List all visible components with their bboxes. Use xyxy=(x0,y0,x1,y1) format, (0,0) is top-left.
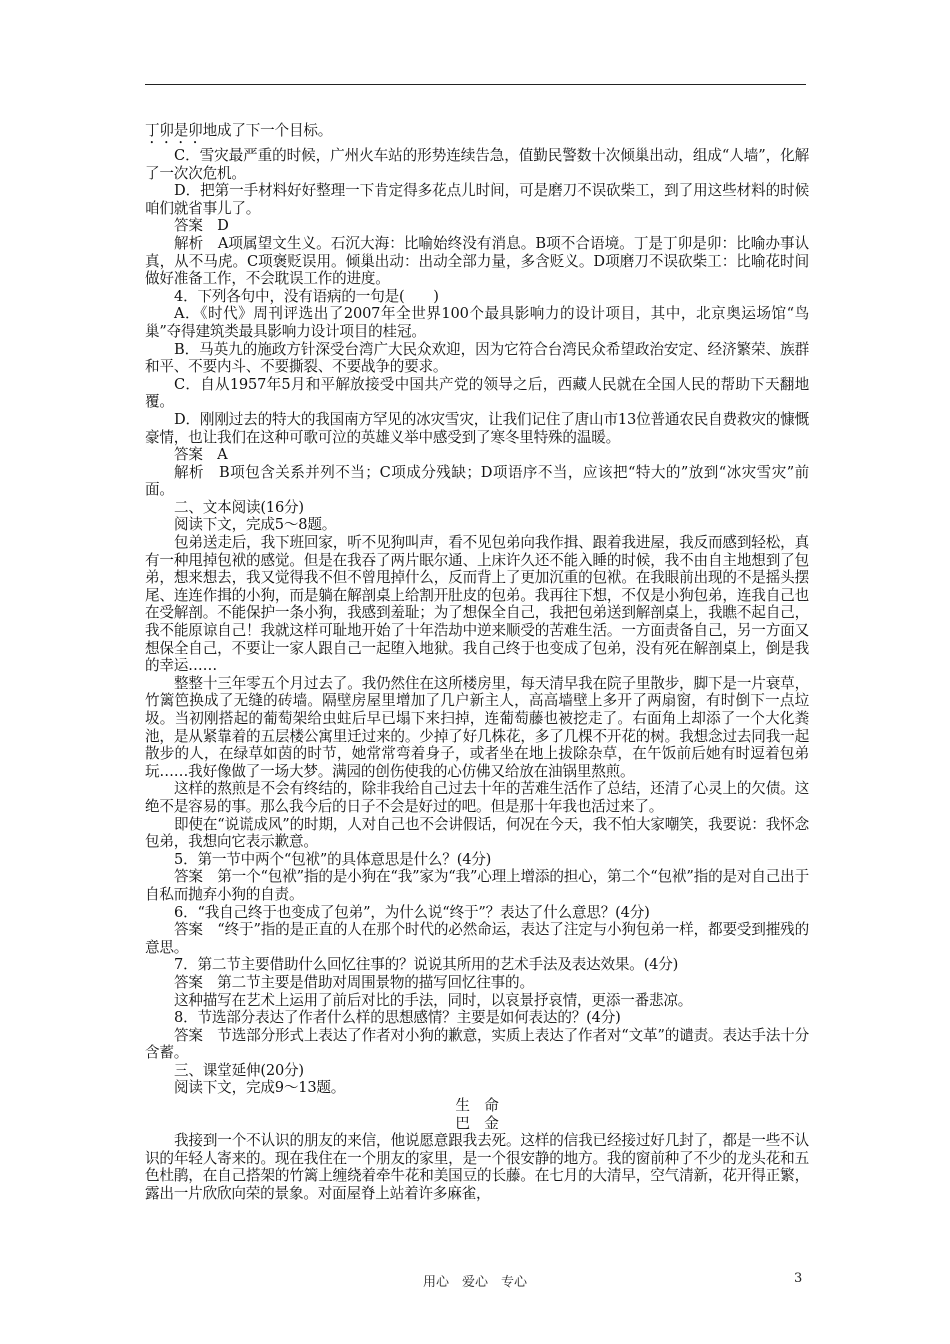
question-6: 6．“我自己终于也变成了包弟”，为什么说“终于”？表达了什么意思？(4分) xyxy=(174,903,650,921)
answer: 答案 节选部分形式上表达了作者对小狗的歉意，实质上表达了作者对“文革”的谴责。表达手法十分含蓄。 xyxy=(145,1026,809,1062)
passage-author: 巴 金 xyxy=(455,1114,499,1132)
answer-continued: 这种描写在艺术上运用了前后对比的手法，同时，以哀景抒哀情，更添一番悲凉。 xyxy=(174,991,693,1009)
option-d: D．刚刚过去的特大的我国南方罕见的冰灾雪灾，让我们记住了唐山市13位普通农民自费救灾的慷慨豪情，也让我们在这种可歌可泣的英雄义举中感受到了寒冬里特殊的温暖。 xyxy=(145,410,809,446)
answer: 答案 第二节主要是借助对周围景物的描写回忆往事的。 xyxy=(174,973,534,991)
option-d: D．把第一手材料好好整理一下肯定得多花点儿时间，可是磨刀不误砍柴工，到了用这些材料的时候咱们就省事儿了。 xyxy=(145,182,809,217)
analysis: 解析 A项属望文生义。石沉大海：比喻始终没有消息。B项不合语境。丁是丁卯是卯：比喻办事认真，从不马虎。C项褒贬误用。倾巢出动：出动全部力量，多含贬义。D项磨刀不误砍柴工：比喻花时间做好准备工作，不会耽误工作的进度。 xyxy=(145,234,809,288)
analysis: 解析 B项包含关系并列不当；C项成分残缺；D项语序不当，应该把“特大的”放到“冰灾雪灾”前面。 xyxy=(145,463,809,499)
footer-motto: 用心 爱心 专心 xyxy=(422,1275,527,1290)
answer: 答案 D xyxy=(174,217,229,235)
option-c: C．雪灾最严重的时候，广州火车站的形势连续告急，值勤民警数十次倾巢出动，组成“人墙”，化解了一次次危机。 xyxy=(145,147,809,182)
section-heading: 二、文本阅读(16分) xyxy=(174,498,304,516)
question-7: 7．第二节主要借助什么回忆往事的？说说其所用的艺术手法及表达效果。(4分) xyxy=(174,956,679,974)
continuation-line: 丁卯是卯地成了下一个目标。 xyxy=(145,122,333,139)
question-5: 5．第一节中两个“包袱”的具体意思是什么？(4分) xyxy=(174,850,492,868)
reading-instruction: 阅读下文，完成5～8题。 xyxy=(174,516,337,534)
passage-paragraph: 我接到一个不认识的朋友的来信，他说愿意跟我去死。这样的信我已经接过好几封了，都是一些不认识的年轻人寄来的。现在我住在一个朋友的家里，是一个很安静的地方。我的窗前种了不少的龙头花和五色杜鹃，在自己搭架的竹篱上缠绕着牵牛花和美国豆的长藤。在七月的大清早，空气清新，花开得正繁，露出一片欣欣向荣的景象。对面屋脊上站着许多麻雀， xyxy=(145,1132,809,1203)
page-number: 3 xyxy=(794,1271,803,1286)
answer: 答案 第一个“包袱”指的是小狗在“我”家为“我”心理上增添的担心，第二个“包袱”指的是对自己出于自私而抛弃小狗的自责。 xyxy=(145,868,809,903)
passage-title: 生 命 xyxy=(455,1097,499,1115)
option-a: A．《时代》周刊评选出了2007年全世界100个最具影响力的设计项目，其中，北京奥运场馆“鸟巢”夺得建筑类最具影响力设计项目的桂冠。 xyxy=(145,305,809,340)
question-4: 4．下列各句中，没有语病的一句是( ) xyxy=(174,287,439,305)
answer: 答案 “终于”指的是正直的人在那个时代的必然命运，表达了注定与小狗包弟一样，都要受到摧残的意思。 xyxy=(145,921,809,956)
reading-instruction: 阅读下文，完成9～13题。 xyxy=(174,1079,346,1097)
answer: 答案 A xyxy=(174,446,228,464)
question-8: 8．节选部分表达了作者什么样的思想感情？主要是如何表达的？(4分) xyxy=(174,1009,621,1027)
header-rule xyxy=(145,84,806,85)
passage-paragraph: 包弟送走后，我下班回家，听不见狗叫声，看不见包弟向我作揖、跟着我进屋，我反而感到轻松，真有一种甩掉包袱的感觉。但是在我吞了两片眠尔通、上床许久还不能入睡的时候，我不由自主地想到了包弟，想来想去，我又觉得我不但不曾甩掉什么，反而背上了更加沉重的包袱。在我眼前出现的不是摇头摆尾、连连作揖的小狗，而是躺在解剖桌上给割开肚皮的包弟。我再往下想，不仅是小狗包弟，连我自己也在受解剖。不能保护一条小狗，我感到羞耻；为了想保全自己，我把包弟送到解剖桌上，我瞧不起自己，我不能原谅自己！我就这样可耻地开始了十年浩劫中逆来顺受的苦难生活。一方面责备自己，另一方面又想保全自己，不要让一家人跟自己一起堕入地狱。我自己终于也变成了包弟，没有死在解剖桌上，倒是我的幸运…… xyxy=(145,534,809,675)
passage-paragraph: 整整十三年零五个月过去了。我仍然住在这所楼房里，每天清早我在院子里散步，脚下是一片衰草，竹篱笆换成了无缝的砖墙。隔壁房屋里增加了几户新主人，高高墙壁上多开了两扇窗，有时倒下一点垃圾。当初刚搭起的葡萄架给虫蛀后早已塌下来扫掉，连葡萄藤也被挖走了。右面角上却添了一个大化粪池，是从紧靠着的五层楼公寓里迁过来的。少掉了好几株花，多了几棵不开花的树。我想念过去同我一起散步的人，在绿草如茵的时节，她常常弯着身子，或者坐在地上拔除杂草，在午饭前后她有时逗着包弟玩……我好像做了一场大梦。满园的创伤使我的心仿佛又给放在油锅里熬煎。 xyxy=(145,674,809,780)
document-body xyxy=(145,122,809,1203)
section-heading: 三、课堂延伸(20分) xyxy=(174,1061,304,1079)
option-b: B．马英九的施政方针深受台湾广大民众欢迎，因为它符合台湾民众希望政治安定、经济繁荣、族群和平、不要内斗、不要撕裂、不要战争的要求。 xyxy=(145,340,809,376)
passage-paragraph: 即使在“说谎成风”的时期，人对自己也不会讲假话，何况在今天，我不怕大家嘲笑，我要说：我怀念包弟，我想向它表示歉意。 xyxy=(145,815,809,851)
option-c: C．自从1957年5月和平解放接受中国共产党的领导之后，西藏人民就在全国人民的帮助下天翻地覆。 xyxy=(145,375,809,411)
passage-paragraph: 这样的熬煎是不会有终结的，除非我给自己过去十年的苦难生活作了总结，还清了心灵上的欠债。这绝不是容易的事。那么我今后的日子不会是好过的吧。但是那十年我也活过来了。 xyxy=(145,780,809,815)
emphasis-text: 丁卯是卯 xyxy=(145,122,203,139)
